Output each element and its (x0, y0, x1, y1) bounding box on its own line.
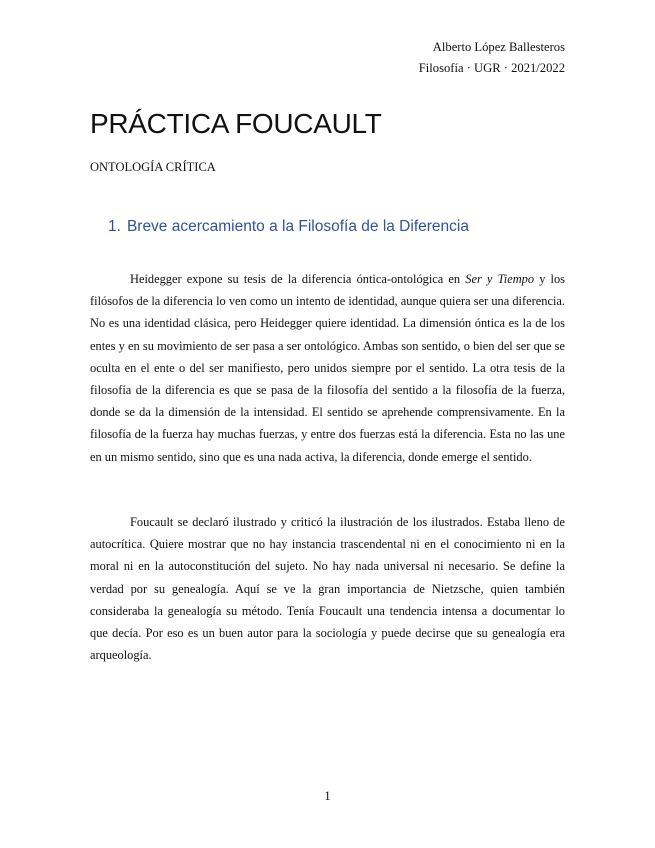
course-info: Filosofía · UGR · 2021/2022 (418, 61, 565, 75)
section-heading (108, 216, 469, 238)
section-number: 1. (108, 218, 121, 235)
document-subtitle: ONTOLOGÍA CRÍTICA (90, 160, 216, 174)
paragraph-1-text-end: y los filósofos de la diferencia lo ven como un intento de identidad, aunque quiera ser una diferencia. No es una identidad clásica, pero Heidegger quiere identidad. La dimensión óntica es la de los entes y en su movimiento de ser pasa a ser ontológico. Ambas son sentido, o bien del ser que se oculta en el ente o del ser manifiesto, pero unidos siempre por el sentido. La otra tesis de la filosofía de la diferencia es que se pasa de la filosofía del sentido a la filosofía de la fuerza, donde se da la dimensión de la intensidad. El sentido se aprehende comprensivamente. En la filosofía de la fuerza hay muchas fuerzas, y entre dos fuerzas está la diferencia. Esta no las une en un mismo sentido, sino que es una nada activa, la diferencia, donde emerge el sentido. (90, 272, 565, 464)
section-heading-text: Breve acercamiento a la Filosofía de la Diferencia (126, 218, 469, 235)
paragraph-1 (90, 268, 565, 468)
page-number: 1 (324, 789, 331, 803)
document-title: PRÁCTICA FOUCAULT (90, 108, 382, 139)
author-name: Alberto López Ballesteros (432, 40, 565, 54)
book-title-italic: Ser y Tiempo (465, 272, 535, 286)
paragraph-1-text-start: Heidegger expone su tesis de la diferencia óntica-ontológica en (130, 272, 466, 286)
paragraph-2: Foucault se declaró ilustrado y criticó la ilustración de los ilustrados. Estaba lleno de autocrítica. Quiere mostrar que no hay instancia trascendental ni en el conocimiento ni en la moral ni en la autoconstitución del sujeto. No hay nada universal ni necesario. Se define la verdad por su genealogía. Aquí se ve la gran importancia de Nietzsche, quien también consideraba la genealogía su método. Tenía Foucault una tendencia intensa a documentar lo que decía. Por eso es un buen autor para la sociología y puede decirse que su genealogía era arqueología. (90, 515, 565, 663)
page-header (419, 37, 565, 79)
